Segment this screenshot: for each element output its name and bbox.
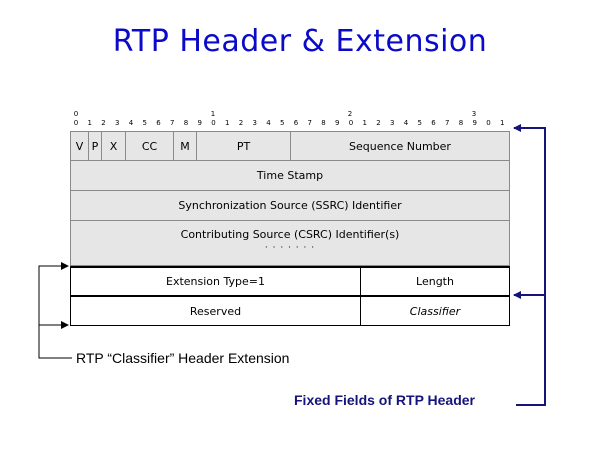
csrc-label: Contributing Source (CSRC) Identifier(s) bbox=[180, 228, 400, 241]
bit-ones-26: 6 bbox=[431, 119, 436, 127]
extension-type-field: Extension Type=1 bbox=[70, 266, 361, 296]
bit-ones-11: 1 bbox=[225, 119, 230, 127]
bit-ones-5: 5 bbox=[142, 119, 147, 127]
bit-ones-25: 5 bbox=[417, 119, 422, 127]
bit-ones-29: 9 bbox=[472, 119, 477, 127]
timestamp-field: Time Stamp bbox=[70, 161, 510, 191]
bit-tens-1: 1 bbox=[210, 110, 216, 118]
bit-ones-9: 9 bbox=[197, 119, 202, 127]
bit-ones-28: 8 bbox=[458, 119, 464, 127]
bit-tens-0: 0 bbox=[73, 110, 79, 118]
bit-ones-8: 8 bbox=[183, 119, 189, 127]
bit-ones-24: 4 bbox=[403, 119, 409, 127]
marker-field: M bbox=[174, 131, 197, 161]
bit-ones-2: 2 bbox=[101, 119, 106, 127]
bit-tens-3: 3 bbox=[471, 110, 477, 118]
bit-ones-22: 2 bbox=[376, 119, 381, 127]
bit-ones-21: 1 bbox=[362, 119, 367, 127]
extension-bracket-line bbox=[39, 266, 72, 358]
bit-ones-15: 5 bbox=[280, 119, 285, 127]
fixed-bracket-line bbox=[514, 128, 545, 405]
fixed-fields-caption: Fixed Fields of RTP Header bbox=[294, 392, 476, 408]
bit-ones-7: 7 bbox=[170, 119, 175, 127]
bit-ones-10: 0 bbox=[211, 119, 216, 127]
extension-caption: RTP “Classifier” Header Extension bbox=[76, 350, 290, 366]
bit-ones-19: 9 bbox=[335, 119, 340, 127]
ssrc-field: Synchronization Source (SSRC) Identifier bbox=[70, 191, 510, 221]
bit-ones-23: 3 bbox=[390, 119, 395, 127]
csrc-continuation: · · · · · · · bbox=[264, 243, 316, 253]
diagram-title: RTP Header & Extension bbox=[112, 24, 488, 59]
sequence-number-field: Sequence Number bbox=[291, 131, 510, 161]
classifier-field: Classifier bbox=[361, 296, 510, 326]
bit-ones-12: 2 bbox=[238, 119, 244, 127]
bit-ones-27: 7 bbox=[445, 119, 450, 127]
bit-ones-16: 6 bbox=[293, 119, 299, 127]
csrc-count-field: CC bbox=[126, 131, 174, 161]
bit-ones-4: 4 bbox=[128, 119, 134, 127]
bit-tens-2: 2 bbox=[347, 110, 353, 118]
bit-ones-30: 0 bbox=[486, 119, 491, 127]
bit-ones-3: 3 bbox=[115, 119, 120, 127]
bit-ones-14: 4 bbox=[266, 119, 271, 127]
bit-ones-6: 6 bbox=[156, 119, 161, 127]
extension-length-field: Length bbox=[361, 266, 510, 296]
reserved-field: Reserved bbox=[70, 296, 361, 326]
version-field: V bbox=[70, 131, 89, 161]
payload-type-field: PT bbox=[197, 131, 291, 161]
bit-ones-17: 7 bbox=[307, 119, 312, 127]
extension-bit-label: X bbox=[109, 139, 118, 153]
bit-ones-13: 3 bbox=[252, 119, 257, 127]
padding-label: P bbox=[91, 139, 99, 153]
bit-ones-1: 1 bbox=[87, 119, 92, 127]
bit-ones-0: 0 bbox=[73, 119, 79, 127]
bit-ones-31: 1 bbox=[500, 119, 505, 127]
bit-ones-18: 8 bbox=[321, 119, 326, 127]
bit-ones-20: 0 bbox=[348, 119, 354, 127]
